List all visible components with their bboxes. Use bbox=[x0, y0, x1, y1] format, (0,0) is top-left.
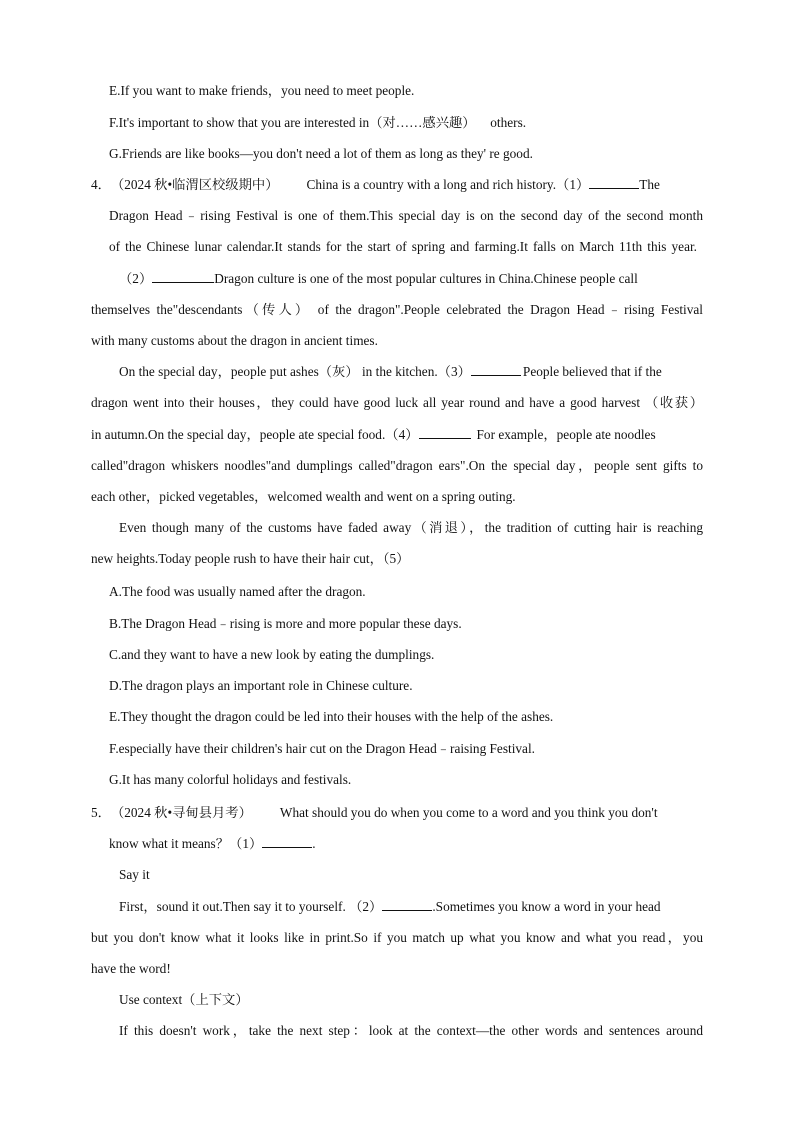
answer-blank-2[interactable] bbox=[382, 898, 432, 911]
q4-text: in autumn.On the special day，people ate special food.（4） bbox=[91, 427, 419, 442]
answer-blank-2[interactable] bbox=[152, 270, 214, 283]
option-d: D.The dragon plays an important role in Chinese culture. bbox=[109, 678, 413, 693]
option-f-text-end: others. bbox=[490, 115, 527, 130]
q4-line: each other，picked vegetables，welcomed wealth and went on a spring outing. bbox=[91, 489, 516, 504]
q5-text: What should you do when you come to a word and you think you don't bbox=[279, 805, 658, 820]
q5-first-line bbox=[91, 804, 703, 822]
q4-line: of the Chinese lunar calendar.It stands for the start of spring and farming.It falls on March 11th this year. bbox=[109, 239, 697, 254]
answer-blank-1[interactable] bbox=[262, 835, 312, 848]
q4-first-line bbox=[91, 176, 703, 194]
q4-text: The bbox=[639, 177, 660, 192]
answer-blank-3[interactable] bbox=[471, 363, 521, 376]
option-e: E.If you want to make friends，you need to meet people. bbox=[109, 83, 415, 98]
q4-line: called"dragon whiskers noodles"and dumplings called"dragon ears".On the special day，people sent gifts to bbox=[91, 458, 703, 473]
section-heading: Use context（上下文） bbox=[119, 992, 249, 1007]
q5-text: First，sound it out.Then say it to yourself. （2） bbox=[119, 899, 383, 914]
q5-line2 bbox=[109, 835, 316, 853]
question-source: （2024 秋•寻甸县月考） bbox=[110, 805, 252, 820]
q5-text: .Sometimes you know a word in your head bbox=[432, 899, 661, 914]
q4-line: themselves the"descendants（传人） of the dragon".People celebrated the Dragon Head﹣rising Festival bbox=[91, 302, 703, 317]
q4-para3-line3 bbox=[91, 426, 703, 444]
option-g: G.It has many colorful holidays and festivals. bbox=[109, 772, 352, 787]
question-number: 5． bbox=[91, 805, 111, 820]
q4-para3-first bbox=[119, 363, 703, 381]
q4-line: dragon went into their houses，they could have good luck all year round and have a good harvest （收获） bbox=[91, 395, 703, 410]
option-f bbox=[109, 114, 526, 132]
q4-text: Dragon culture is one of the most popular cultures in China.Chinese people call bbox=[214, 271, 638, 286]
q4-line: Even though many of the customs have faded away（消退），the tradition of cutting hair is reaching bbox=[119, 520, 703, 535]
question-source: （2024 秋•临渭区校级期中） bbox=[110, 177, 279, 192]
option-e: E.They thought the dragon could be led into their houses with the help of the ashes. bbox=[109, 709, 554, 724]
q4-line-blank-5: new heights.Today people rush to have their hair cut，（5） bbox=[91, 551, 410, 566]
q5-line: If this doesn't work，take the next step：look at the context—the other words and sentences around bbox=[119, 1023, 703, 1038]
option-f: F.especially have their children's hair cut on the Dragon Head﹣raising Festival. bbox=[109, 741, 535, 756]
q4-text: For example，people ate noodles bbox=[476, 427, 656, 442]
answer-blank-4[interactable] bbox=[419, 426, 471, 439]
option-c: C.and they want to have a new look by eating the dumplings. bbox=[109, 647, 435, 662]
q5-text: know what it means？（1） bbox=[109, 836, 263, 851]
q4-para2-first bbox=[119, 270, 703, 288]
q5-line: have the word! bbox=[91, 961, 171, 976]
section-heading: Say it bbox=[119, 867, 150, 882]
q5-line: but you don't know what it looks like in print.So if you match up what you know and what you read，you bbox=[91, 930, 703, 945]
q5-text: . bbox=[312, 836, 316, 851]
question-number: 4． bbox=[91, 177, 111, 192]
q4-text: （2） bbox=[119, 271, 153, 286]
option-b: B.The Dragon Head﹣rising is more and more popular these days. bbox=[109, 616, 462, 631]
option-f-text: F.It's important to show that you are interested in（对……感兴趣） bbox=[109, 115, 476, 130]
q4-line: Dragon Head﹣rising Festival is one of them.This special day is on the second day of the second month bbox=[109, 208, 703, 223]
q4-text: China is a country with a long and rich history.（1） bbox=[306, 177, 590, 192]
q4-text: On the special day，people put ashes（灰） in the kitchen.（3） bbox=[119, 364, 471, 379]
q5-para1-first bbox=[119, 898, 703, 916]
q4-text: People believed that if the bbox=[522, 364, 662, 379]
q4-line: with many customs about the dragon in ancient times. bbox=[91, 333, 378, 348]
option-g: G.Friends are like books—you don't need a lot of them as long as they' re good. bbox=[109, 146, 533, 161]
option-a: A.The food was usually named after the dragon. bbox=[109, 584, 366, 599]
answer-blank-1[interactable] bbox=[589, 176, 639, 189]
